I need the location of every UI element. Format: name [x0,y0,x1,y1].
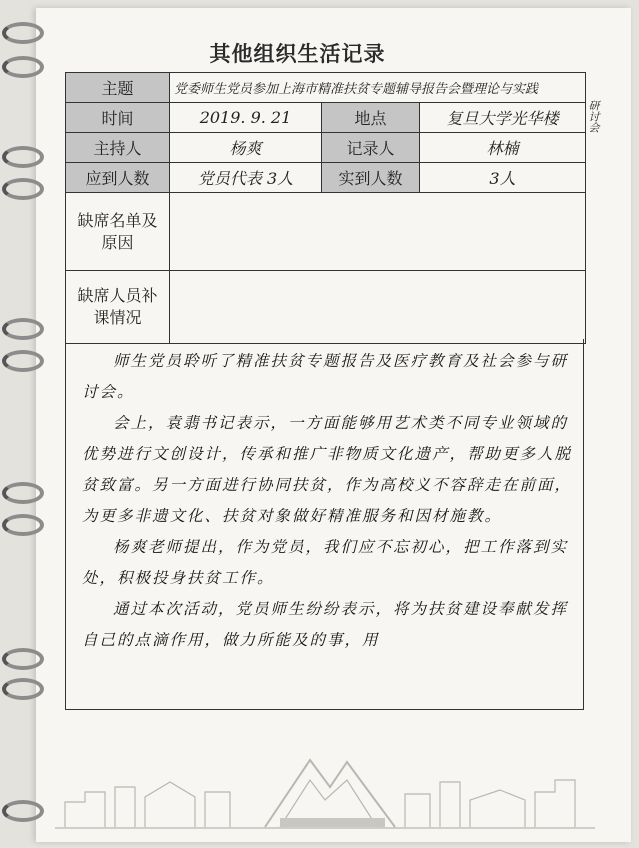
makeup-label: 缺席人员补课情况 [66,271,170,344]
absent-row [66,193,586,271]
attendance-row [66,163,586,193]
binder-ring [2,800,44,822]
topic-overflow-note: 研讨会 [587,100,600,133]
topic-label: 主题 [66,73,170,103]
skyline-banner [280,818,385,827]
skyline-building [115,787,135,827]
skyline-building [205,792,230,827]
page-title: 其他组织生活记录 [209,42,386,66]
skyline-roof [265,760,395,827]
recorder-value: 林楠 [420,133,586,163]
makeup-value [170,271,586,344]
host-label: 主持人 [66,133,170,163]
binder-ring [2,318,44,340]
body-paragraph: 通过本次活动，党员师生纷纷表示，将为扶贫建设奉献发挥自己的点滴作用，做力所能及的事，用 [82,600,569,649]
skyline-building [470,790,525,827]
actual-value: 3人 [420,163,586,193]
absent-label: 缺席名单及原因 [66,193,170,271]
host-recorder-row [66,133,586,163]
skyline-building [440,782,460,827]
body-paragraph: 师生党员聆听了精准扶贫专题报告及医疗教育及社会参与研讨会。 [82,352,569,401]
skyline-building [145,782,195,827]
campus-skyline-illustration [55,752,595,832]
expected-label: 应到人数 [66,163,170,193]
binder-ring [2,178,44,200]
skyline-building [535,780,575,827]
skyline-building [65,792,105,827]
record-form [65,72,586,344]
binder-ring [2,350,44,372]
binder-ring [2,648,44,670]
place-label: 地点 [322,103,420,133]
topic-row [66,73,586,103]
binder-ring [2,514,44,536]
absent-value [170,193,586,271]
actual-label: 实到人数 [322,163,420,193]
expected-value: 党员代表 3人 [170,163,322,193]
skyline-building [405,794,430,827]
host-value: 杨爽 [170,133,322,163]
binder-ring [2,678,44,700]
body-paragraph: 杨爽老师提出，作为党员，我们应不忘初心，把工作落到实处，积极投身扶贫工作。 [82,538,569,587]
binder-ring [2,482,44,504]
recorder-label: 记录人 [322,133,420,163]
binder-ring [2,146,44,168]
topic-value: 党委师生党员参加上海市精准扶贫专题辅导报告会暨理论与实践 [170,73,586,103]
time-place-row [66,103,586,133]
record-body [82,346,582,656]
place-value: 复旦大学光华楼 [420,103,586,133]
body-paragraph: 会上，袁翡书记表示，一方面能够用艺术类不同专业领域的优势进行文创设计，传承和推广非物质文化遗产，帮助更多人脱贫致富。另一方面进行协同扶贫，作为高校义不容辞走在前面，为更多非遗文化、扶贫对象做好精准服务和因材施教。 [82,414,573,525]
time-value: 2019. 9. 21 [170,103,322,133]
time-label: 时间 [66,103,170,133]
makeup-row [66,271,586,344]
